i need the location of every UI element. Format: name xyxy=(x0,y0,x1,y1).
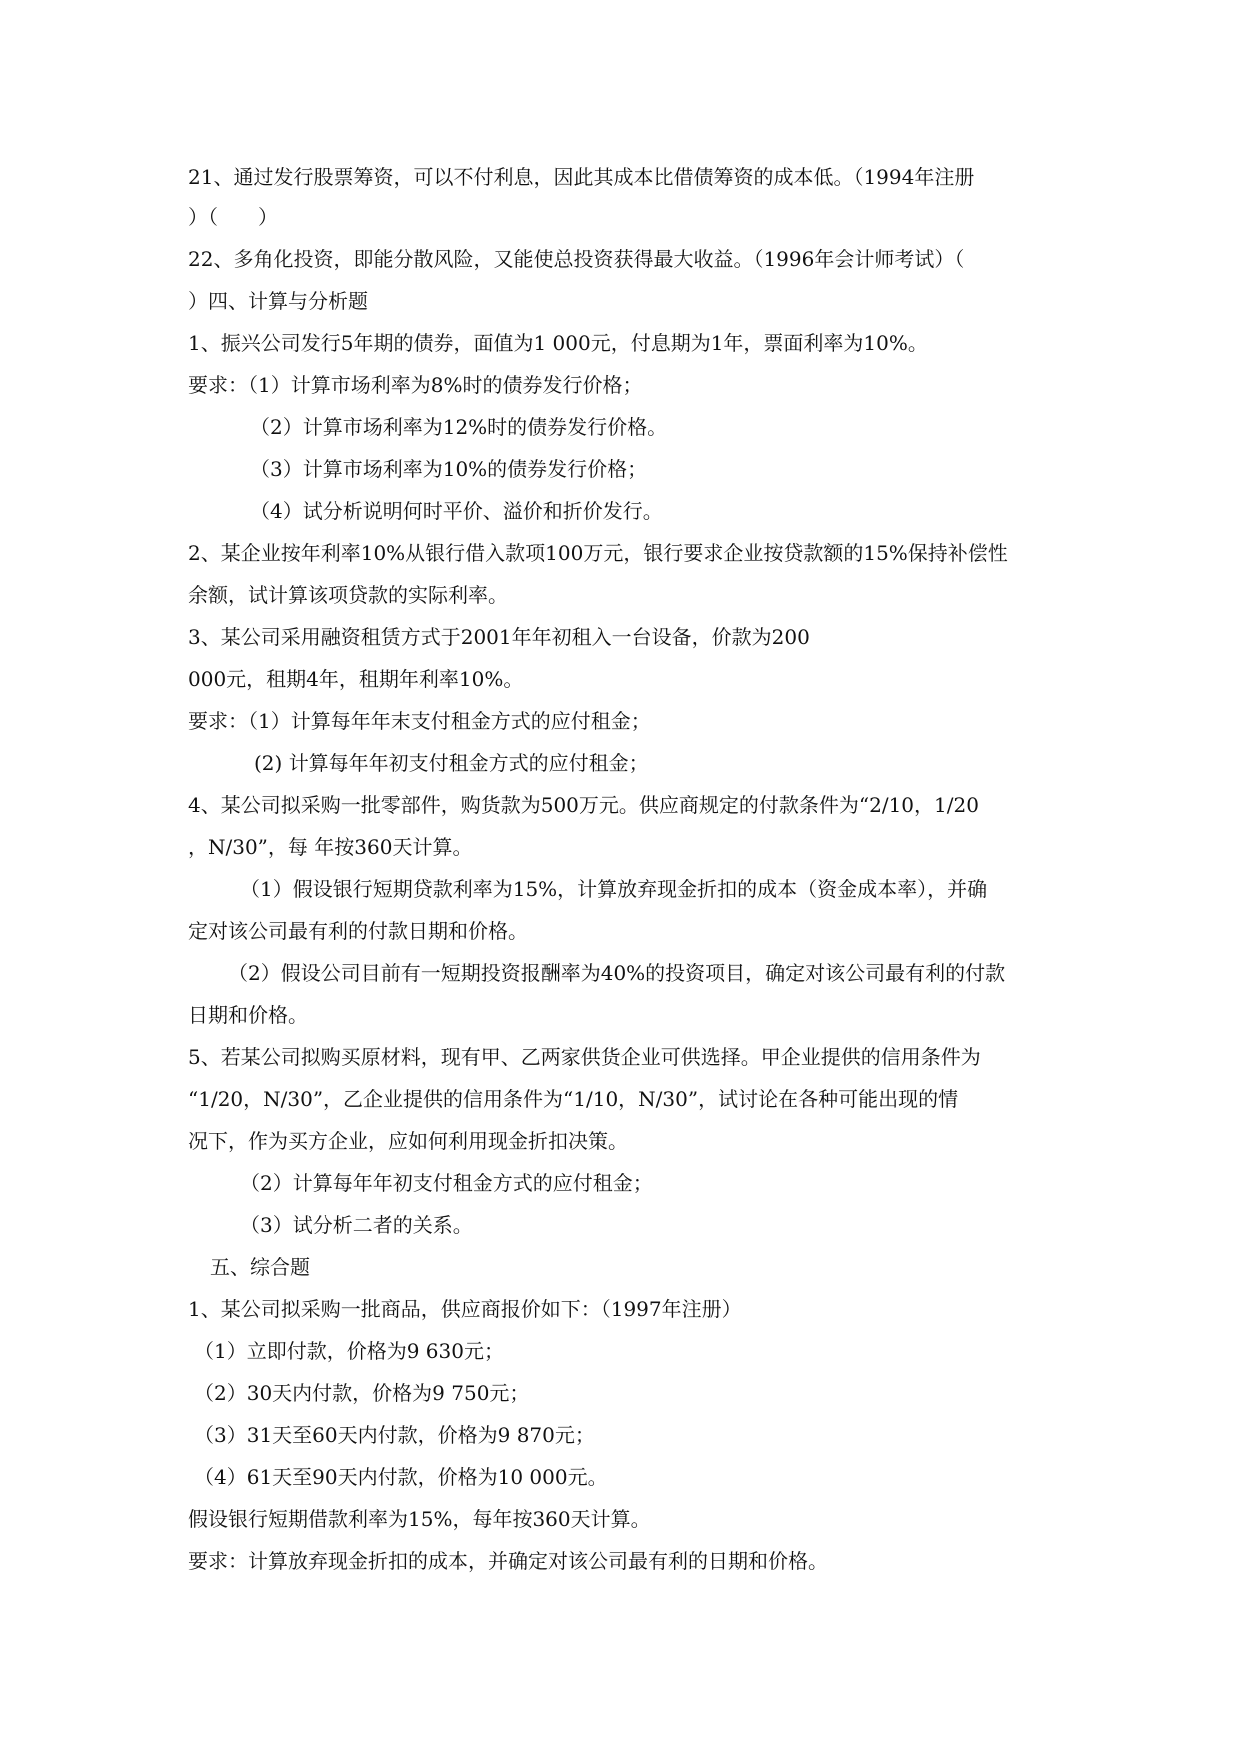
text-line: 余额，试计算该项贷款的实际利率。 xyxy=(188,583,508,607)
text-line: （2）计算每年年初支付租金方式的应付租金； xyxy=(240,1171,653,1195)
text-line: 22、多角化投资，即能分散风险，又能使总投资获得最大收益。（1996年会计师考试）（ xyxy=(188,247,965,271)
text-line: （1）假设银行短期贷款利率为15%，计算放弃现金折扣的成本（资金成本率），并确 xyxy=(240,877,988,901)
text-line: 要求：（1）计算市场利率为8%时的债券发行价格； xyxy=(188,373,643,397)
text-line: 21、通过发行股票筹资，可以不付利息，因此其成本比借债筹资的成本低。（1994年注册 xyxy=(188,165,975,189)
text-line: 况下，作为买方企业，应如何利用现金折扣决策。 xyxy=(188,1129,628,1153)
text-line: 5、若某公司拟购买原材料，现有甲、乙两家供货企业可供选择。甲企业提供的信用条件为 xyxy=(188,1045,981,1069)
text-line: 假设银行短期借款利率为15%，每年按360天计算。 xyxy=(188,1507,651,1531)
text-line: ）（ ） xyxy=(188,205,278,229)
text-line: （3）31天至60天内付款，价格为9 870元； xyxy=(194,1423,595,1447)
section-heading: 五、综合题 xyxy=(210,1255,310,1279)
text-line: 4、某公司拟采购一批零部件，购货款为500万元。供应商规定的付款条件为“2/10，1/20 xyxy=(188,793,979,817)
text-line: (2) 计算每年年初支付租金方式的应付租金； xyxy=(254,751,649,775)
text-line: “1/20，N/30”，乙企业提供的信用条件为“1/10，N/30”，试讨论在各种可能出现的情 xyxy=(188,1087,959,1111)
text-line: （2）假设公司目前有一短期投资报酬率为40%的投资项目，确定对该公司最有利的付款 xyxy=(228,961,1006,985)
text-line: 定对该公司最有利的付款日期和价格。 xyxy=(188,919,528,943)
text-line: ，N/30”，每 年按360天计算。 xyxy=(188,835,473,859)
text-line: （4）试分析说明何时平价、溢价和折价发行。 xyxy=(250,499,663,523)
text-line: （4）61天至90天内付款，价格为10 000元。 xyxy=(194,1465,608,1489)
text-line: 2、某企业按年利率10%从银行借入款项100万元，银行要求企业按贷款额的15%保持补偿性 xyxy=(188,541,1008,565)
text-line: 1、某公司拟采购一批商品，供应商报价如下：（1997年注册） xyxy=(188,1297,742,1321)
text-line: 1、振兴公司发行5年期的债券，面值为1 000元，付息期为1年，票面利率为10%。 xyxy=(188,331,928,355)
text-line: 要求：计算放弃现金折扣的成本，并确定对该公司最有利的日期和价格。 xyxy=(188,1549,828,1573)
text-line: （3）试分析二者的关系。 xyxy=(240,1213,473,1237)
text-line: 3、某公司采用融资租赁方式于2001年年初租入一台设备，价款为200 xyxy=(188,625,810,649)
text-line: ）四、计算与分析题 xyxy=(188,289,368,313)
text-line: （2）计算市场利率为12%时的债券发行价格。 xyxy=(250,415,668,439)
text-line: （1）立即付款，价格为9 630元； xyxy=(194,1339,504,1363)
text-line: 000元，租期4年，租期年利率10%。 xyxy=(188,667,524,691)
text-line: 日期和价格。 xyxy=(188,1003,308,1027)
text-line: （2）30天内付款，价格为9 750元； xyxy=(194,1381,530,1405)
text-line: 要求：（1）计算每年年末支付租金方式的应付租金； xyxy=(188,709,651,733)
text-line: （3）计算市场利率为10%的债券发行价格； xyxy=(250,457,648,481)
